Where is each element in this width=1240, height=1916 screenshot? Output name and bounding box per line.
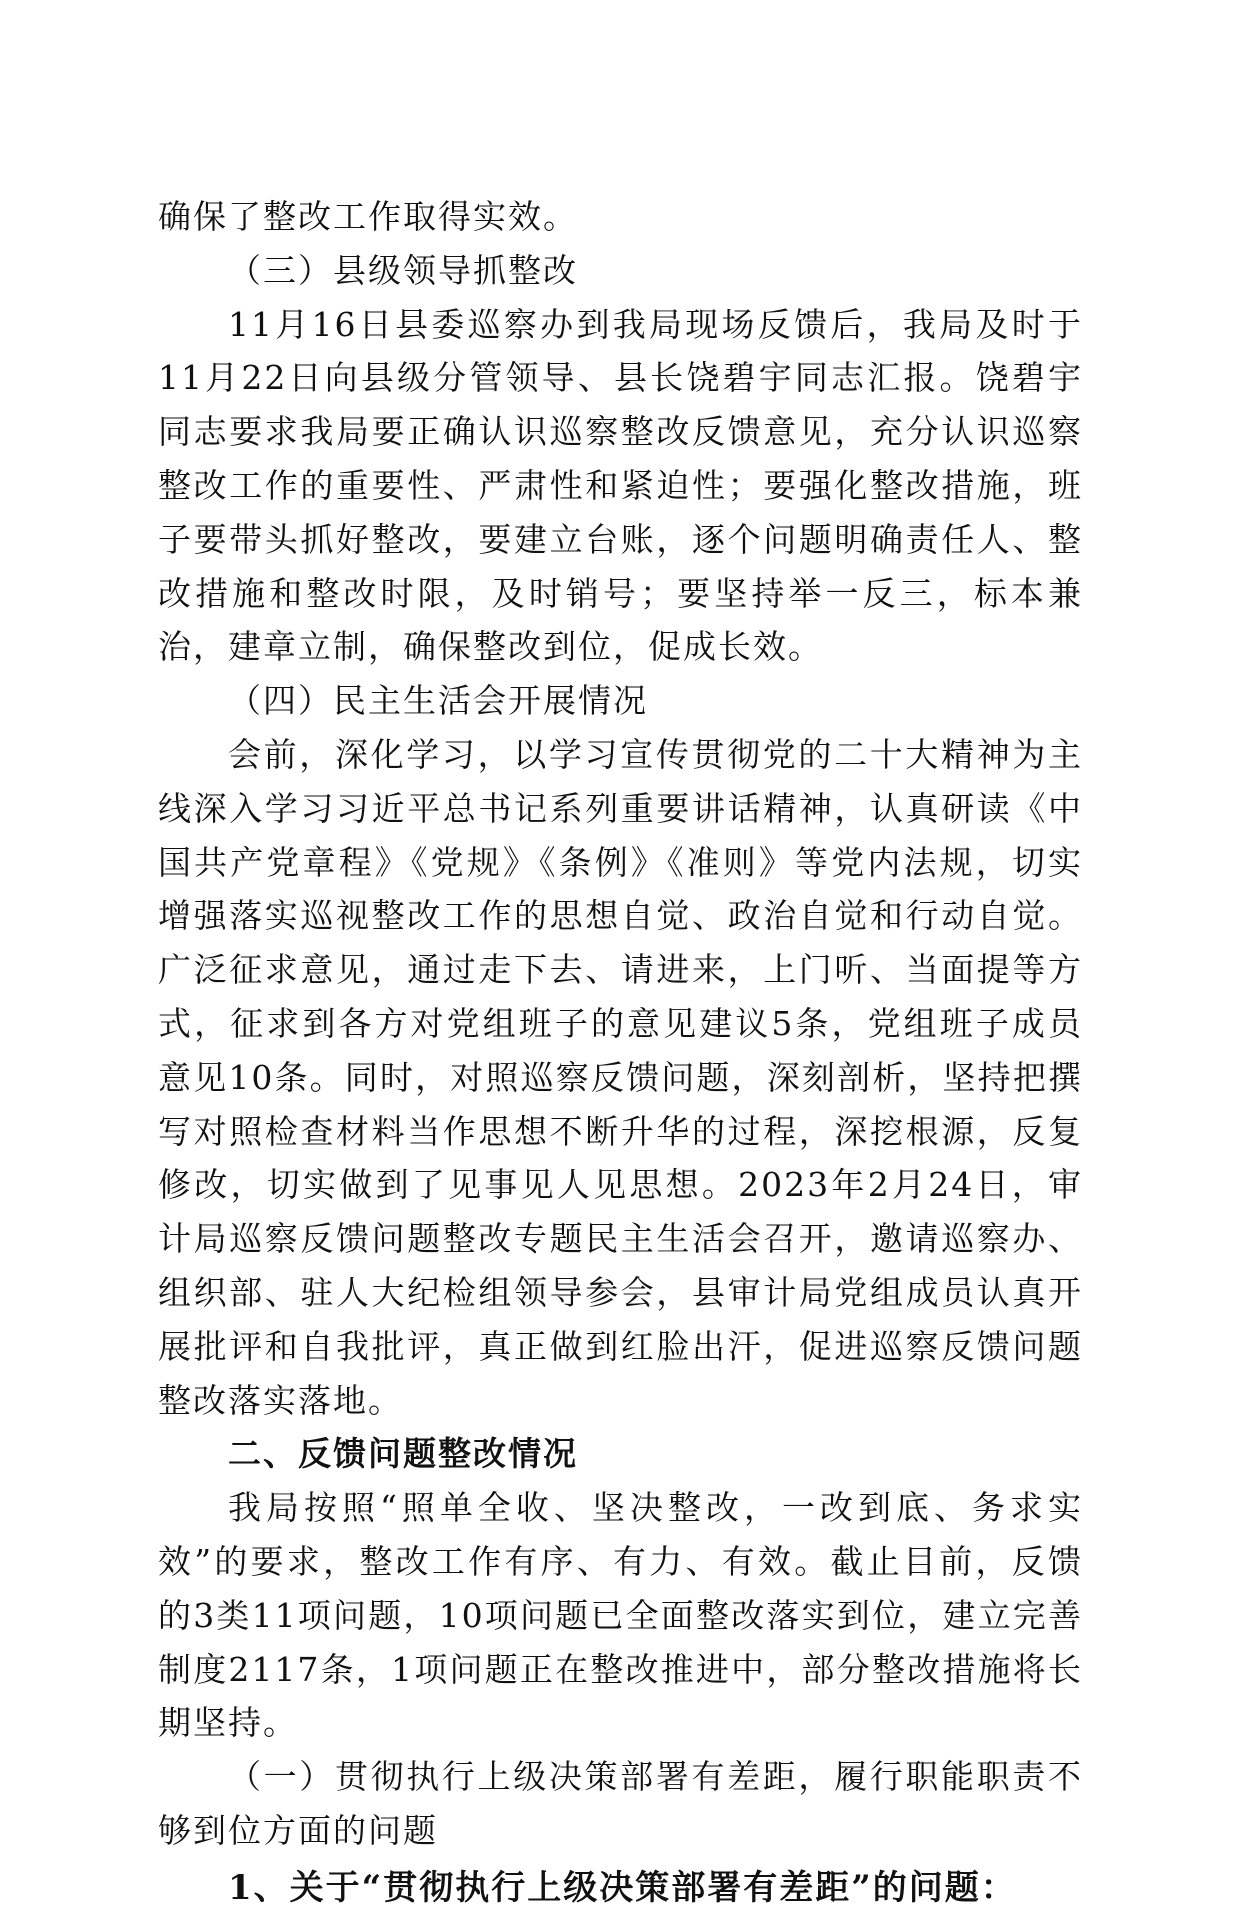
section-three-heading: （三）县级领导抓整改 bbox=[228, 250, 578, 290]
part-two-heading: 二、反馈问题整改情况 bbox=[228, 1434, 578, 1474]
section-three-paragraph: 11月16日县委巡察办到我局现场反馈后，我局及时于11月22日向县级分管领导、县长饶碧宇同志汇报。饶碧宇同志要求我局要正确认识巡察整改反馈意见，充分认识巡察整改工作的重要性、严肃性和紧迫性；要强化整改措施，班子要带头抓好整改，要建立台账，逐个问题明确责任人、整改措施和整改时限，及时销号；要坚持举一反三，标本兼治，建章立制，确保整改到位，促成长效。 bbox=[158, 304, 1083, 667]
section-four-heading: （四）民主生活会开展情况 bbox=[228, 681, 648, 721]
item-one-heading: 1、关于“贯彻执行上级决策部署有差距”的问题： bbox=[228, 1867, 1017, 1908]
part-two-paragraph: 我局按照“照单全收、坚决整改，一改到底、务求实效”的要求，整改工作有序、有力、有效。截止目前，反馈的3类11项问题，10项问题已全面整改落实到位，建立完善制度2117条，1项问题正在整改推进中，部分整改措施将长期坚持。 bbox=[158, 1488, 1083, 1743]
subsection-one-heading: （一）贯彻执行上级决策部署有差距，履行职能职责不够到位方面的问题 bbox=[158, 1757, 1083, 1850]
continuation-line: 确保了整改工作取得实效。 bbox=[158, 197, 578, 236]
document-body bbox=[158, 190, 1083, 1916]
section-four-paragraph: 会前，深化学习，以学习宣传贯彻党的二十大精神为主线深入学习习近平总书记系列重要讲话精神，认真研读《中国共产党章程》《党规》《条例》《准则》等党内法规，切实增强落实巡视整改工作的思想自觉、政治自觉和行动自觉。广泛征求意见，通过走下去、请进来，上门听、当面提等方式，征求到各方对党组班子的意见建议5条，党组班子成员意见10条。同时，对照巡察反馈问题，深刻剖析，坚持把撰写对照检查材料当作思想不断升华的过程，深挖根源，反复修改，切实做到了见事见人见思想。2023年2月24日，审计局巡察反馈问题整改专题民主生活会召开，邀请巡察办、组织部、驻人大纪检组领导参会，县审计局党组成员认真开展批评和自我批评，真正做到红脸出汗，促进巡察反馈问题整改落实落地。 bbox=[158, 734, 1083, 1420]
